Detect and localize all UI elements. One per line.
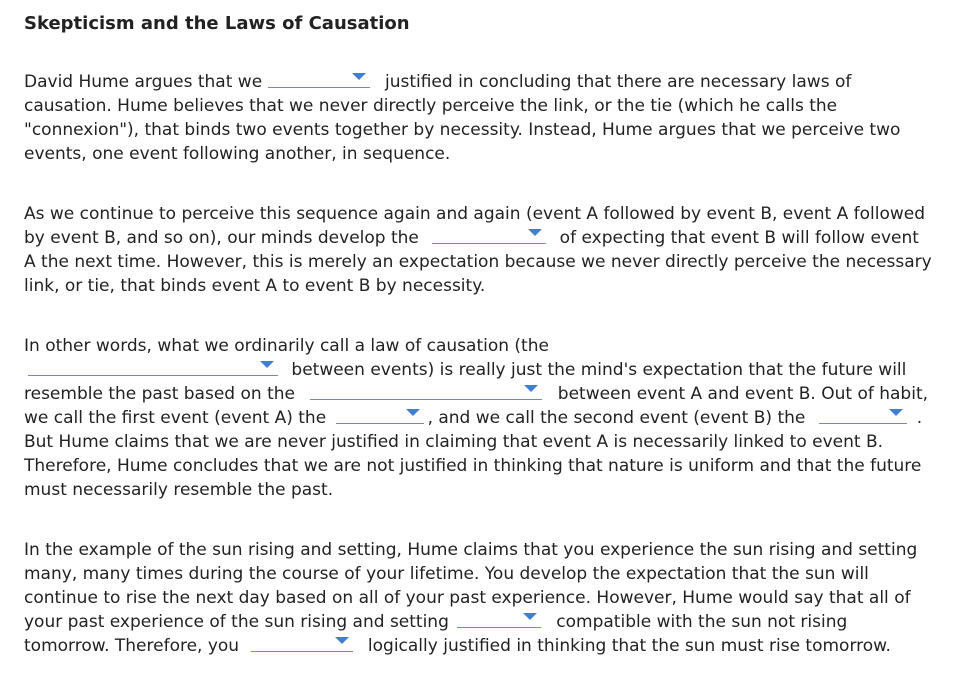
chevron-down-icon bbox=[523, 613, 537, 620]
chevron-down-icon bbox=[260, 361, 274, 368]
paragraph-4 bbox=[24, 538, 934, 658]
answer-dropdown-4[interactable] bbox=[310, 383, 542, 400]
paragraph-text: compatible with the sun not rising tomorrow. Therefore, you bbox=[24, 612, 848, 656]
paragraph-text: , and we call the second event (event B) the bbox=[427, 408, 811, 428]
chevron-down-icon bbox=[524, 385, 538, 392]
answer-dropdown-1[interactable] bbox=[268, 71, 370, 88]
answer-dropdown-5[interactable] bbox=[336, 407, 424, 424]
paragraph-text: As we continue to perceive this sequence again and again (event A followed by event B, event A followed by event B, and so on), our minds develop the bbox=[24, 204, 926, 248]
paragraph-text: David Hume argues that we bbox=[24, 72, 268, 92]
paragraph-text: logically justified in thinking that the sun must rise tomorrow. bbox=[362, 636, 891, 656]
paragraph-text: In other words, what we ordinarily call a law of causation (the bbox=[24, 336, 549, 356]
answer-dropdown-8[interactable] bbox=[251, 635, 353, 652]
chevron-down-icon bbox=[406, 409, 420, 416]
paragraph-text: . But Hume claims that we are never justified in claiming that event A is necessarily linked to event B. Therefore, Hume concludes that we are not justified in thinking that nature is uniform and that the future must necessarily resemble the past. bbox=[24, 408, 923, 500]
paragraph-text: In the example of the sun rising and setting, Hume claims that you experience the sun rising and setting many, many times during the course of your lifetime. You develop the expectation that the sun will continue to rise the next day based on all of your past experience. However, Hume would say that all of your past experience of the sun rising and setting bbox=[24, 540, 918, 632]
paragraph-text: justified in concluding that there are necessary laws of causation. Hume believes that we never directly perceive the link, or the tie (which he calls the "connexion"), that binds two events together by necessity. Instead, Hume argues that we perceive two events, one event following another, in sequence. bbox=[24, 72, 901, 164]
chevron-down-icon bbox=[528, 229, 542, 236]
chevron-down-icon bbox=[335, 637, 349, 644]
answer-dropdown-2[interactable] bbox=[432, 227, 546, 244]
paragraph-3 bbox=[24, 334, 934, 502]
paragraph-1 bbox=[24, 70, 934, 166]
chevron-down-icon bbox=[352, 73, 366, 80]
paragraph-2 bbox=[24, 202, 934, 298]
answer-dropdown-6[interactable] bbox=[819, 407, 907, 424]
paragraph-text: between events) is really just the mind's expectation that the future will resemble the past based on the bbox=[24, 360, 907, 404]
answer-dropdown-7[interactable] bbox=[457, 611, 541, 628]
chevron-down-icon bbox=[889, 409, 903, 416]
page-title: Skepticism and the Laws of Causation bbox=[24, 13, 410, 34]
paragraph-text: between event A and event B. Out of habit, we call the first event (event A) the bbox=[24, 384, 929, 428]
paragraph-text: of expecting that event B will follow event A the next time. However, this is merely an expectation because we never directly perceive the necessary link, or tie, that binds event A to event B by necessity. bbox=[24, 228, 932, 296]
answer-dropdown-3[interactable] bbox=[28, 359, 278, 376]
